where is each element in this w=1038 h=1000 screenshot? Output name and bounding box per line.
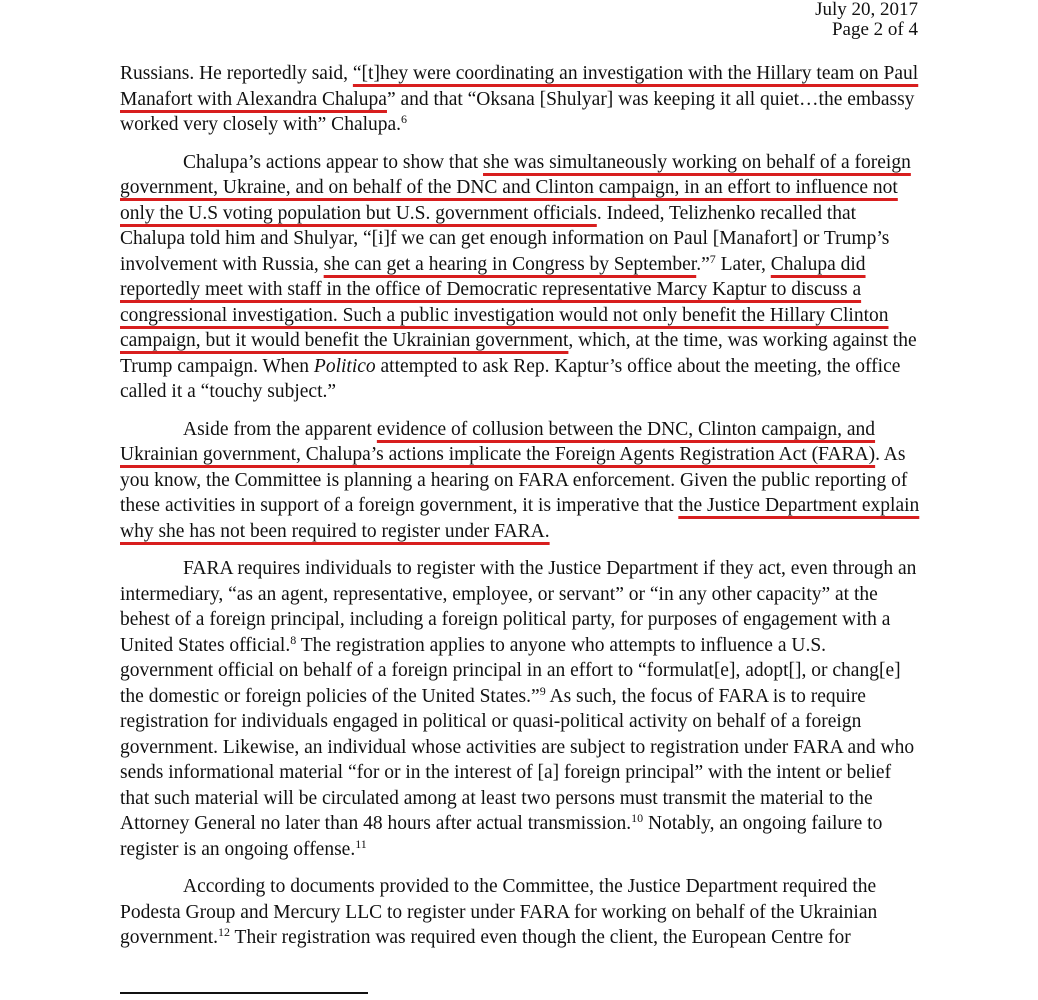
footnote-ref-6[interactable]: 6 [401, 112, 408, 126]
p2-text-3: .” [696, 253, 710, 275]
p2-text-4: Later, [715, 253, 771, 275]
footnote-ref-11[interactable]: 11 [355, 836, 367, 851]
footnote-ref-7[interactable]: 7 [709, 251, 716, 266]
header-page-number: Page 2 of 4 [831, 19, 918, 40]
footnote-divider [120, 992, 368, 994]
p5-text-2: Their registration was required even though the client, the European Centre for [230, 927, 851, 948]
paragraph-2 [120, 150, 920, 405]
p2-text-6: attempted to ask Rep. Kaptur’s office about the meeting, the office called it a “touchy subject.” [120, 355, 901, 402]
p3-text-1: Aside from the apparent [183, 418, 377, 440]
politico-italic: Politico [313, 355, 376, 377]
p2-highlight-1: she was simultaneously working on behalf of a foreign government, Ukraine, and on behalf of the DNC and Clinton campaign, in an effort to influence not only the U.S voting population but U.S. government officials [120, 151, 911, 224]
paragraph-1 [120, 61, 920, 138]
p2-text-1: Chalupa’s actions appear to show that [183, 151, 484, 173]
footnote-ref-9[interactable]: 9 [539, 683, 546, 698]
p4-text-1: FARA requires individuals to register with the Justice Department if they act, even through an intermediary, “as an agent, representative, employee, or servant” or “in any other capacity” at the behest of a foreign principal, including a foreign political party, for purposes of engagement with a United States official. [120, 558, 917, 656]
p1-text-1: Russians. He reportedly said, [120, 63, 353, 84]
p3-text-2: . As you know, the Committee is planning a hearing on FARA enforcement. Given the public reporting of these activities in support of a foreign government, it is imperative that [120, 444, 908, 516]
p2-highlight-2: she can get a hearing in Congress by September [323, 253, 697, 275]
p4-text-4: Notably, an ongoing failure to register is an ongoing offense. [120, 813, 883, 860]
page-header [815, 0, 918, 40]
p5-text-1: According to documents provided to the Committee, the Justice Department required the Podesta Group and Mercury LLC to register under FARA for working on behalf of the Ukrainian government. [120, 876, 878, 948]
p2-text-2: . Indeed, Telizhenko recalled that Chalupa told him and Shulyar, “[i]f we can get enough information on Paul [Manafort] or Trump’s involvement with Russia, [120, 202, 890, 275]
p1-text-2: ” and that “Oksana [Shulyar] was keeping it all quiet…the embassy worked very closely with” Chalupa. [120, 88, 915, 135]
p1-highlight-1: “[t]hey were coordinating an investigation with the Hillary team on Paul Manafort with Alexandra Chalupa [120, 63, 919, 110]
p4-text-2: The registration applies to anyone who attempts to influence a U.S. government official on behalf of a foreign principal in an effort to “formulat[e], adopt[], or chang[e] the domestic or foreign policies of the United States.” [120, 634, 901, 707]
p2-highlight-3: Chalupa did reportedly meet with staff in the office of Democratic representative Marcy Kaptur to discuss a congressional investigation. Such a public investigation would not only benefit the Hillary Clinton campaign, but it would benefit the Ukrainian government [120, 253, 889, 351]
header-date: July 20, 2017 [815, 0, 918, 20]
p2-text-5: , which, at the time, was working against the Trump campaign. When [120, 330, 917, 377]
paragraph-5 [120, 874, 920, 951]
paragraph-3 [120, 417, 920, 545]
document-body [120, 61, 920, 963]
footnote-ref-12[interactable]: 12 [218, 925, 231, 939]
p3-highlight-1: evidence of collusion between the DNC, Clinton campaign, and Ukrainian government, Chalupa’s actions implicate the Foreign Agents Registration Act (FARA) [120, 418, 876, 465]
paragraph-4 [120, 556, 920, 862]
footnote-ref-10[interactable]: 10 [631, 811, 644, 825]
footnote-ref-8[interactable]: 8 [290, 632, 297, 647]
p4-text-3: As such, the focus of FARA is to require registration for individuals engaged in political or quasi-political activity on behalf of a foreign government. Likewise, an individual whose activities are subject to registration under FARA and who sends informational material “for or in the interest of [a] foreign principal” with the intent or belief that such material will be circulated among at least two persons must transmit the material to the Attorney General no later than 48 hours after actual transmission. [120, 685, 915, 834]
p3-highlight-2: the Justice Department explain why she has not been required to register under FARA. [120, 495, 920, 542]
